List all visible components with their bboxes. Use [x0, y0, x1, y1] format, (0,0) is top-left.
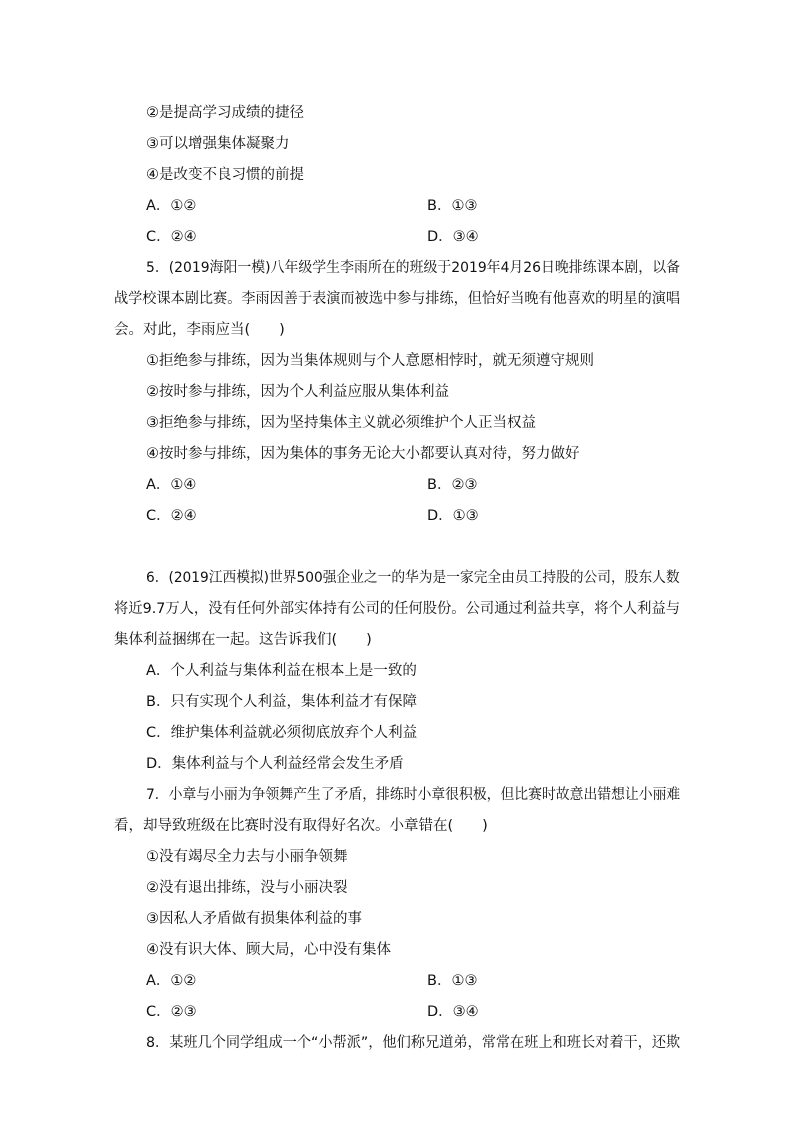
- q7-stem-line-1: 7．小章与小丽为争领舞产生了矛盾，排练时小章很积极，但比赛时故意出错想让小丽难: [146, 787, 681, 803]
- q8-stem-line-1: 8．某班几个同学组成一个“小帮派”，他们称兄道弟，常常在班上和班长对着干，还欺: [146, 1035, 681, 1051]
- q5-stem-line-2: 战学校课本剧比赛。李雨因善于表演而被选中参与排练，但恰好当晚有他喜欢的明星的演唱: [114, 291, 681, 307]
- q6-stem-line-1: 6．(2019江西模拟)世界500强企业之一的华为是一家完全由员工持股的公司，股东人数: [146, 570, 680, 586]
- q7-option-b: B．①③: [427, 973, 478, 989]
- q5-item-1: ①拒绝参与排练，因为当集体规则与个人意愿相悖时，就无须遵守规则: [146, 353, 594, 369]
- q4-item-2: ②是提高学习成绩的捷径: [146, 105, 304, 121]
- q5-item-4: ④按时参与排练，因为集体的事务无论大小都要认真对待，努力做好: [146, 446, 580, 462]
- q4-option-c: C．②④: [146, 229, 197, 245]
- q4-option-d: D．③④: [427, 229, 479, 245]
- q7-item-3: ③因私人矛盾做有损集体利益的事: [146, 911, 362, 927]
- q6-option-d: D．集体利益与个人利益经常会发生矛盾: [146, 756, 404, 772]
- q6-option-b: B．只有实现个人利益，集体利益才有保障: [146, 694, 417, 710]
- q7-option-d: D．③④: [427, 1004, 479, 1020]
- q6-option-c: C．维护集体利益就必须彻底放弃个人利益: [146, 725, 418, 741]
- q5-stem-line-3: 会。对此，李雨应当( ): [114, 322, 285, 338]
- q5-option-d: D．①③: [427, 508, 479, 524]
- q5-stem-line-1: 5．(2019海阳一模)八年级学生李雨所在的班级于2019年4月26日晚排练课本剧，以备: [146, 260, 681, 276]
- q5-option-c: C．②④: [146, 508, 197, 524]
- q5-option-a: A．①④: [146, 477, 197, 493]
- q7-item-4: ④没有识大体、顾大局，心中没有集体: [146, 942, 391, 958]
- q4-item-4: ④是改变不良习惯的前提: [146, 167, 304, 183]
- q7-item-1: ①没有竭尽全力去与小丽争领舞: [146, 849, 348, 865]
- q7-stem-line-2: 看，却导致班级在比赛时没有取得好名次。小章错在( ): [114, 818, 488, 834]
- q4-option-a: A．①②: [146, 198, 197, 214]
- q4-option-b: B．①③: [427, 198, 478, 214]
- q7-item-2: ②没有退出排练，没与小丽决裂: [146, 880, 348, 896]
- q5-option-b: B．②③: [427, 477, 478, 493]
- q6-stem-line-2: 将近9.7万人，没有任何外部实体持有公司的任何股份。公司通过利益共享，将个人利益与: [114, 601, 681, 617]
- q4-item-3: ③可以增强集体凝聚力: [146, 136, 290, 152]
- q7-option-c: C．②③: [146, 1004, 197, 1020]
- q5-item-3: ③拒绝参与排练，因为坚持集体主义就必须维护个人正当权益: [146, 415, 536, 431]
- q7-option-a: A．①②: [146, 973, 197, 989]
- q6-stem-line-3: 集体利益捆绑在一起。这告诉我们( ): [114, 632, 372, 648]
- q6-option-a: A．个人利益与集体利益在根本上是一致的: [146, 663, 417, 679]
- q5-item-2: ②按时参与排练，因为个人利益应服从集体利益: [146, 384, 449, 400]
